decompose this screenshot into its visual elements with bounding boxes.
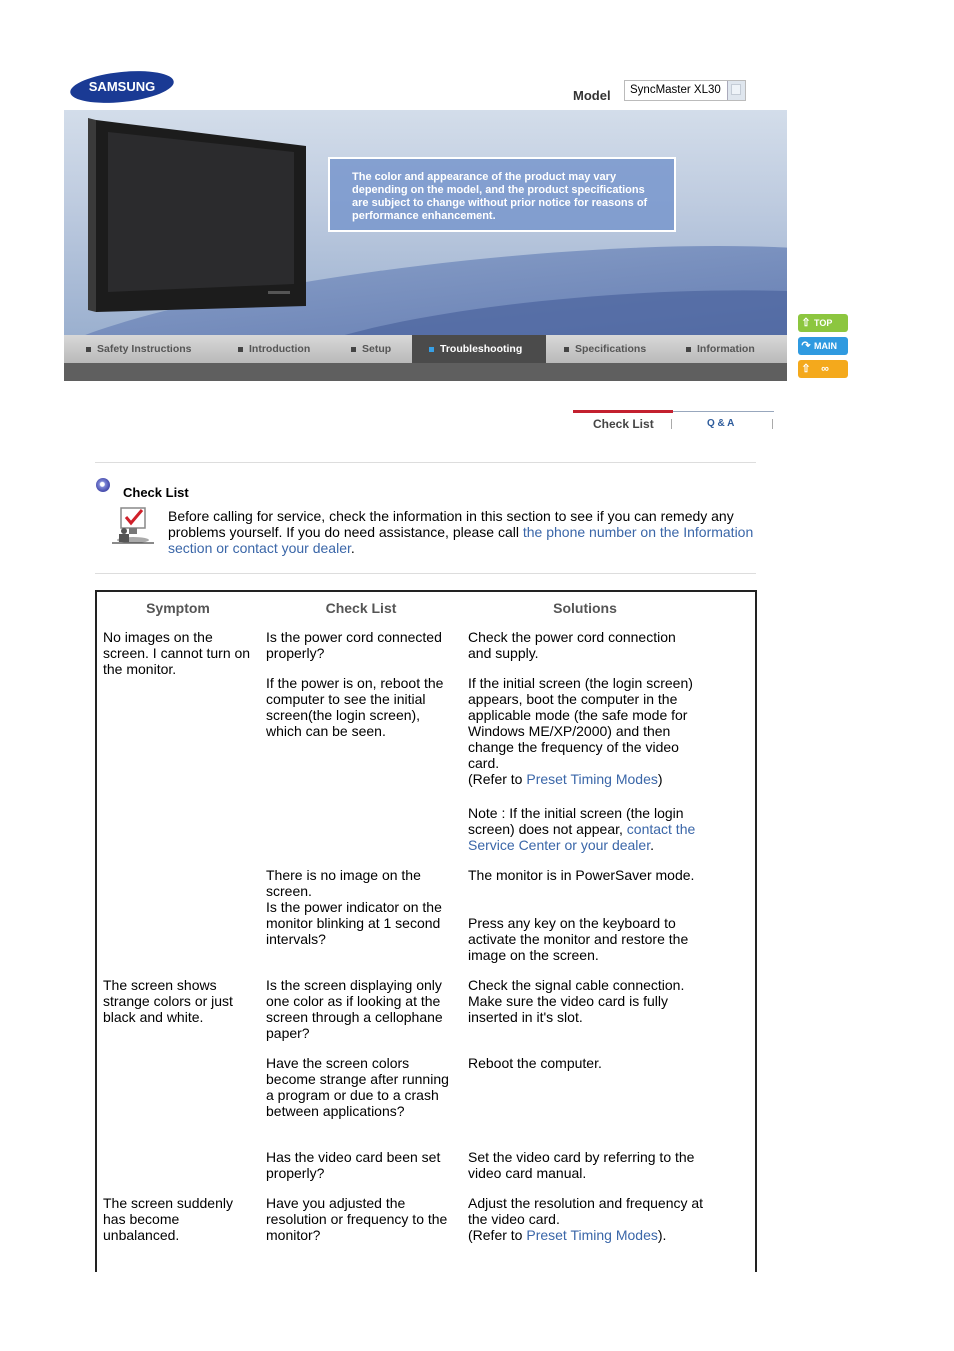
nav-item-safety-instructions[interactable] bbox=[86, 335, 216, 363]
arrow-up-icon: ⇧ bbox=[801, 317, 811, 329]
model-label: Model bbox=[573, 88, 611, 103]
nav-item-setup[interactable] bbox=[351, 335, 411, 363]
solution-cell bbox=[468, 1195, 708, 1243]
top-button-label: TOP bbox=[814, 318, 833, 328]
samsung-logo bbox=[69, 69, 175, 105]
sub-tabs bbox=[573, 410, 774, 434]
intro-paragraph bbox=[168, 508, 758, 556]
hero-banner bbox=[64, 110, 787, 335]
tab-separator bbox=[772, 419, 773, 429]
solution-cell: Set the video card by referring to the video card manual. bbox=[468, 1149, 695, 1181]
solution-text: If the initial screen (the login screen) appears, boot the computer in the applicable mode (the safe mode for Windows ME/XP/2000) and then change the frequency of the video card. bbox=[468, 675, 693, 771]
section-title: Check List bbox=[123, 485, 189, 500]
link-icon: ∞ bbox=[821, 363, 829, 375]
monitor-image bbox=[88, 116, 310, 316]
main-button[interactable] bbox=[798, 337, 848, 355]
symptom-cell: The screen suddenly has become unbalanced. bbox=[103, 1195, 233, 1243]
tab-check-list[interactable]: Check List bbox=[593, 417, 654, 431]
tab-underline bbox=[673, 411, 774, 412]
solution-cell: Check the signal cable connection. Make sure the video card is fully inserted in it's slot. bbox=[468, 977, 685, 1025]
model-select-value: SyncMaster XL30 bbox=[630, 84, 721, 96]
check-cell-line: Is the power indicator on the monitor blinking at 1 second intervals? bbox=[266, 899, 442, 947]
section-bullet-icon bbox=[96, 478, 110, 492]
notice-text: The color and appearance of the product may vary depending on the model, and the product specifications are subject to change without prior notice for reasons of performance enhancement. bbox=[352, 171, 648, 222]
refer-close: ) bbox=[657, 771, 663, 787]
divider bbox=[95, 462, 756, 463]
nav-item-label: Safety Instructions bbox=[97, 343, 192, 355]
bullet-icon bbox=[564, 347, 569, 352]
solution-cell: Reboot the computer. bbox=[468, 1055, 602, 1071]
note-end: . bbox=[650, 837, 654, 853]
preset-timing-modes-link[interactable]: Preset Timing Modes bbox=[526, 1227, 658, 1243]
phone-number-link[interactable]: the phone number on the Information section or contact your dealer bbox=[168, 524, 754, 556]
solution-cell bbox=[468, 675, 708, 787]
bullet-icon bbox=[86, 347, 91, 352]
check-cell: Is the power cord connected properly? bbox=[266, 629, 442, 661]
check-cell: Have the screen colors become strange after running a program or due to a crash between applications? bbox=[266, 1055, 449, 1119]
nav-item-troubleshooting[interactable] bbox=[412, 335, 546, 363]
note-prefix: Note : If the initial screen (the login screen) does not appear, bbox=[468, 805, 684, 837]
nav-bottom-strip bbox=[64, 363, 787, 381]
intro-text: Before calling for service, check the information in this section to see if you can remedy any problems yourself. If you do need assistance, please call bbox=[168, 508, 734, 540]
dropdown-arrow-icon[interactable] bbox=[727, 81, 745, 100]
nav-item-label: Specifications bbox=[575, 343, 647, 355]
check-cell-line: There is no image on the screen. bbox=[266, 867, 421, 899]
bullet-icon bbox=[686, 347, 691, 352]
check-cell: Is the screen displaying only one color as if looking at the screen through a cellophane paper? bbox=[266, 977, 443, 1041]
solution-refer bbox=[468, 771, 708, 787]
model-select[interactable] bbox=[624, 80, 746, 101]
main-button-label: MAIN bbox=[814, 341, 837, 351]
nav-item-information[interactable] bbox=[686, 335, 781, 363]
nav-item-label: Introduction bbox=[249, 343, 311, 355]
check-cell: Has the video card been set properly? bbox=[266, 1149, 441, 1181]
column-header-check-list: Check List bbox=[325, 600, 397, 616]
check-cell bbox=[266, 867, 458, 947]
bullet-icon bbox=[238, 347, 243, 352]
refer-prefix: (Refer to bbox=[468, 771, 527, 787]
main-nav bbox=[64, 335, 787, 381]
symptom-cell: The screen shows strange colors or just black and white. bbox=[103, 977, 233, 1025]
product-notice bbox=[328, 157, 676, 232]
divider bbox=[95, 573, 756, 574]
nav-item-introduction[interactable] bbox=[238, 335, 338, 363]
nav-item-label: Troubleshooting bbox=[440, 343, 523, 355]
nav-item-label: Information bbox=[697, 343, 755, 355]
solution-cell: Press any key on the keyboard to activate the monitor and restore the image on the screen. bbox=[468, 915, 689, 963]
intro-end: . bbox=[350, 540, 355, 556]
solution-refer bbox=[468, 1227, 708, 1243]
solution-text: Adjust the resolution and frequency at the video card. bbox=[468, 1195, 704, 1227]
logo-text: SAMSUNG bbox=[88, 79, 156, 94]
service-center-link[interactable]: contact the Service Center or your dealer bbox=[468, 821, 696, 853]
symptom-cell: No images on the screen. I cannot turn on the monitor. bbox=[103, 629, 251, 677]
tab-separator bbox=[671, 419, 672, 429]
check-cell: Have you adjusted the resolution or frequency to the monitor? bbox=[266, 1195, 448, 1243]
nav-item-specifications[interactable] bbox=[564, 335, 664, 363]
link-button[interactable] bbox=[798, 360, 848, 378]
checklist-icon bbox=[110, 507, 156, 545]
refer-prefix: (Refer to bbox=[468, 1227, 527, 1243]
preset-timing-modes-link[interactable]: Preset Timing Modes bbox=[526, 771, 658, 787]
bullet-icon bbox=[429, 347, 434, 352]
refer-close: ). bbox=[657, 1227, 667, 1243]
arrow-return-icon: ↷ bbox=[801, 340, 811, 352]
solution-cell: Check the power cord connection and supply. bbox=[468, 629, 676, 661]
arrow-up-icon: ⇧ bbox=[801, 363, 811, 375]
column-header-solutions: Solutions bbox=[553, 600, 617, 616]
active-tab-indicator bbox=[573, 410, 673, 413]
nav-item-label: Setup bbox=[362, 343, 392, 355]
solution-cell: The monitor is in PowerSaver mode. bbox=[468, 867, 695, 883]
check-cell: If the power is on, reboot the computer to see the initial screen(the login screen), which can be seen. bbox=[266, 675, 444, 739]
top-button[interactable] bbox=[798, 314, 848, 332]
column-header-symptom: Symptom bbox=[146, 600, 210, 616]
tab-qa[interactable]: Q & A bbox=[707, 418, 735, 429]
bullet-icon bbox=[351, 347, 356, 352]
solution-note bbox=[468, 805, 708, 853]
